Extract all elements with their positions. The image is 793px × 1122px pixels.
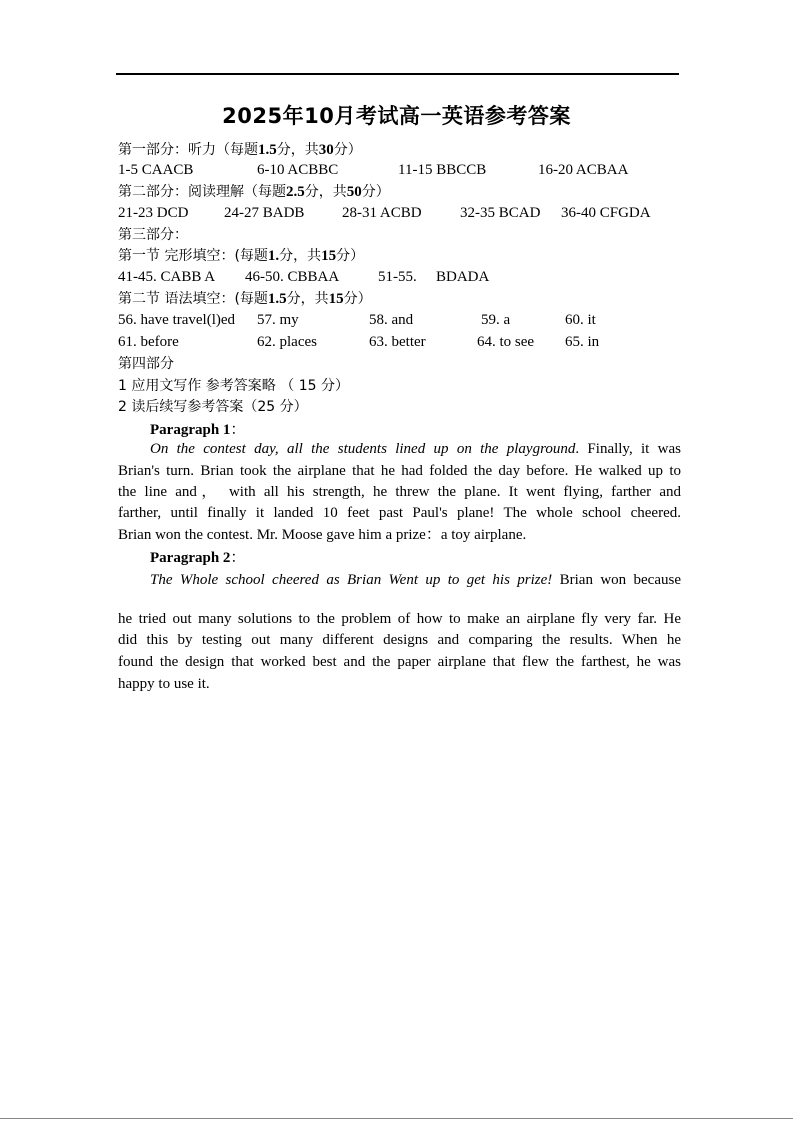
- answer-group: 1-5 CAACB: [118, 162, 194, 178]
- paragraph1-line: Brian won the contest. Mr. Moose gave him a prize：a toy airplane.: [118, 527, 527, 543]
- header-rule: [116, 73, 679, 75]
- answer-group: 11-15 BBCCB: [398, 162, 487, 178]
- part2-heading: 第二部分：阅读理解（每题2.5分，共50分）: [118, 184, 390, 200]
- paragraph2-line: The Whole school cheered as Brian Went up to get his prize! Brian won because: [150, 572, 681, 588]
- paragraph1-line: Brian's turn. Brian took the airplane that he had folded the day before. He walked up to: [118, 463, 681, 479]
- answer-group: 21-23 DCD: [118, 205, 189, 221]
- answer-item: 65. in: [565, 334, 600, 350]
- answer-group: 32-35 BCAD: [460, 205, 541, 221]
- answer-item: 56. have travel(l)ed: [118, 312, 236, 328]
- answer-group: 41-45. CABB A: [118, 269, 216, 285]
- paragraph1-label: Paragraph 1：: [150, 420, 246, 438]
- paragraph2-line: found the design that worked best and the paper airplane that flew the farthest, he was: [118, 654, 681, 670]
- paragraph2-label: Paragraph 2：: [150, 548, 246, 566]
- answer-item: 61. before: [118, 334, 179, 350]
- answer-group: 28-31 ACBD: [342, 205, 422, 221]
- answer-group: 46-50. CBBAA: [245, 269, 340, 285]
- answer-item: 63. better: [369, 334, 426, 350]
- paragraph1-line: On the contest day, all the students lined up on the playground. Finally, it was: [150, 441, 681, 457]
- paragraph2-line: happy to use it.: [118, 676, 210, 692]
- writing-item-1: 1 应用文写作 参考答案略 （ 15 分）: [118, 378, 349, 394]
- answer-group: 6-10 ACBBC: [257, 162, 339, 178]
- answer-item: 62. places: [257, 334, 317, 350]
- answer-item: 57. my: [257, 312, 299, 328]
- paragraph1-line: the line and， with all his strength, he threw the plane. It went flying, farther and: [118, 484, 681, 500]
- answer-group: 24-27 BADB: [224, 205, 305, 221]
- part1-heading: 第一部分：听力（每题1.5分，共30分）: [118, 142, 362, 158]
- page-title: 2025年10月考试高一英语参考答案: [222, 104, 571, 128]
- part4-heading: 第四部分: [118, 356, 174, 372]
- answer-item: 59. a: [481, 312, 511, 328]
- paragraph1-line: farther, until finally it landed 10 feet past Paul's plane! The whole school cheered.: [118, 505, 681, 521]
- answer-group: 16-20 ACBAA: [538, 162, 629, 178]
- paragraph2-line: he tried out many solutions to the problem of how to make an airplane fly very far. He: [118, 611, 681, 627]
- answer-group: BDADA: [436, 269, 490, 285]
- writing-item-2: 2 读后续写参考答案（25 分）: [118, 399, 308, 415]
- answer-item: 58. and: [369, 312, 414, 328]
- answer-group: 36-40 CFGDA: [561, 205, 651, 221]
- answer-item: 60. it: [565, 312, 596, 328]
- answer-group: 51-55.: [378, 269, 417, 285]
- section2-heading: 第二节 语法填空：(每题1.5分，共15分）: [118, 291, 372, 307]
- part3-heading: 第三部分：: [118, 227, 188, 243]
- section1-heading: 第一节 完形填空：(每题1.分，共15分）: [118, 248, 365, 264]
- answer-item: 64. to see: [477, 334, 535, 350]
- paragraph2-line: did this by testing out many different designs and comparing the results. When he: [118, 632, 681, 648]
- page-bottom-edge: [0, 1118, 793, 1119]
